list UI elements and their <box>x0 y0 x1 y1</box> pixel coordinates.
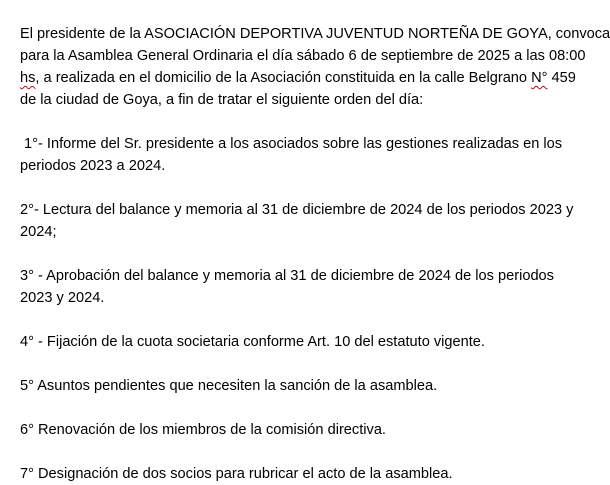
intro-paragraph <box>20 23 610 111</box>
spellcheck-flagged-word[interactable]: hs <box>20 70 36 86</box>
agenda-item-7-line-1: 7° Designación de dos socios para rubricar el acto de la asamblea. <box>20 466 453 482</box>
agenda-item-1-line-1: 1°- Informe del Sr. presidente a los asociados sobre las gestiones realizadas en los <box>20 136 563 152</box>
agenda-item-1-line-2: periodos 2023 a 2024. <box>20 158 166 174</box>
spellcheck-flagged-word[interactable]: N° <box>531 70 548 86</box>
agenda-item-4-line-1: 4° - Fijación de la cuota societaria conforme Art. 10 del estatuto vigente. <box>20 334 485 350</box>
agenda-item-3-line-2: 2023 y 2024. <box>20 290 105 306</box>
intro-line-3-end: 459 <box>547 70 576 86</box>
agenda-item-2 <box>20 199 605 243</box>
agenda-item-2-line-2: 2024; <box>20 224 57 240</box>
agenda-item-7 <box>20 463 605 485</box>
intro-line-2: para la Asamblea General Ordinaria el día sábado 6 de septiembre de 2025 a las 08:00 <box>20 48 586 64</box>
agenda-item-6 <box>20 419 605 441</box>
intro-line-1: El presidente de la ASOCIACIÓN DEPORTIVA JUVENTUD NORTEÑA DE GOYA, convoca <box>20 26 610 42</box>
agenda-item-3 <box>20 265 605 309</box>
agenda-item-3-line-1: 3° - Aprobación del balance y memoria al 31 de diciembre de 2024 de los periodos <box>20 268 554 284</box>
agenda-item-5 <box>20 375 605 397</box>
agenda-item-6-line-1: 6° Renovación de los miembros de la comisión directiva. <box>20 422 386 438</box>
agenda-item-4 <box>20 331 605 353</box>
intro-line-4: de la ciudad de Goya, a fin de tratar el siguiente orden del día: <box>20 92 424 108</box>
document-body <box>20 23 610 485</box>
intro-line-3 <box>20 67 605 89</box>
agenda-item-2-line-1: 2°- Lectura del balance y memoria al 31 de diciembre de 2024 de los periodos 2023 y <box>20 202 574 218</box>
agenda-item-5-line-1: 5° Asuntos pendientes que necesiten la sanción de la asamblea. <box>20 378 438 394</box>
agenda-item-1 <box>20 133 605 177</box>
intro-line-3-text: , a realizada en el domicilio de la Asociación constituida en la calle Belgrano <box>35 70 532 86</box>
